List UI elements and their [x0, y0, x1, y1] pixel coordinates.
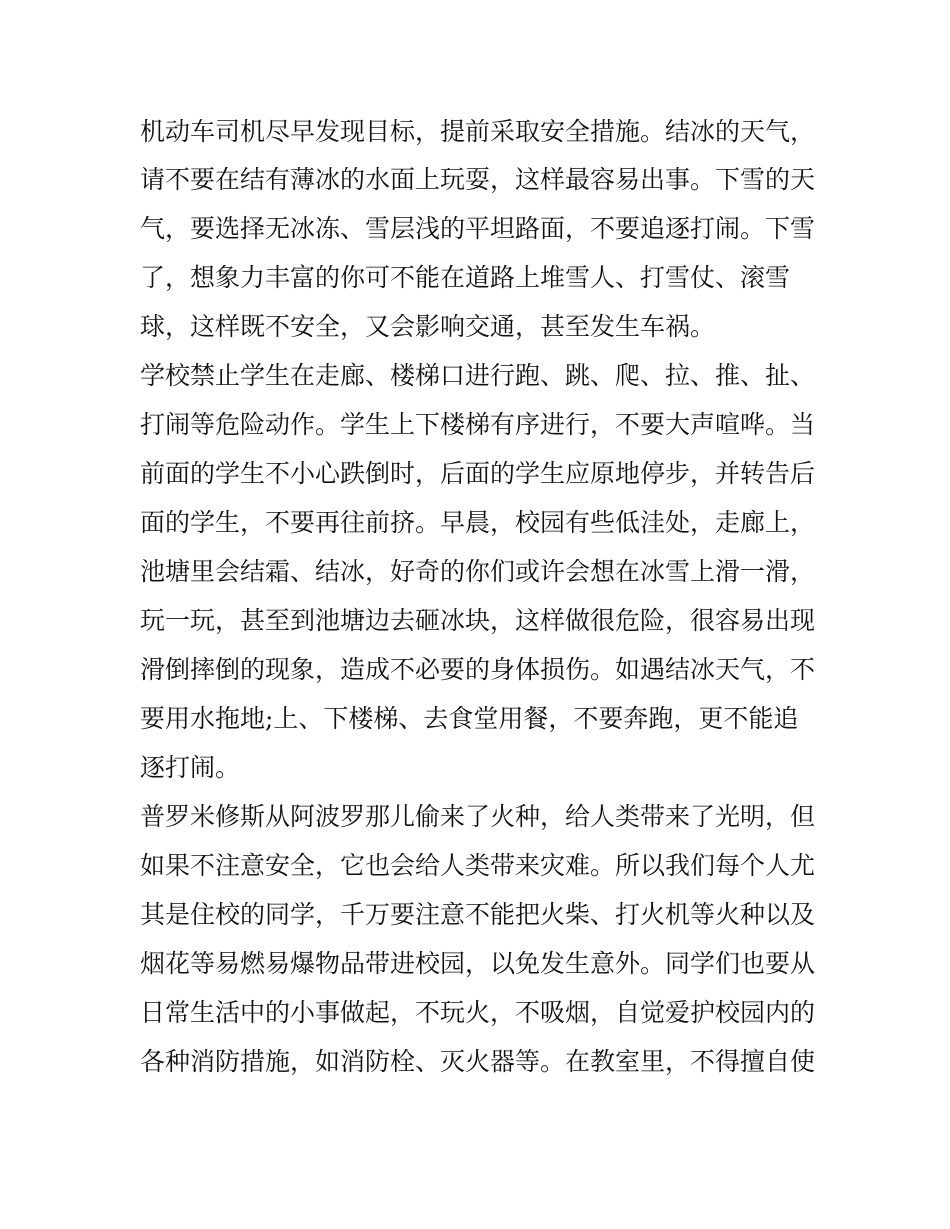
text-line: 学校禁止学生在走廊、楼梯口进行跑、跳、爬、拉、推、扯、 — [140, 361, 816, 390]
text-line: 气，要选择无冰冻、雪层浅的平坦路面，不要追逐打闹。下雪 — [140, 214, 816, 243]
text-line: 玩一玩，甚至到池塘边去砸冰块，这样做很危险，很容易出现 — [140, 606, 816, 635]
text-line: 其是住校的同学，千万要注意不能把火柴、打火机等火种以及 — [140, 900, 816, 929]
text-line: 普罗米修斯从阿波罗那儿偷来了火种，给人类带来了光明，但 — [140, 802, 816, 831]
text-line: 逐打闹。 — [140, 753, 241, 782]
text-line: 烟花等易燃易爆物品带进校园，以免发生意外。同学们也要从 — [140, 949, 816, 978]
text-line: 了，想象力丰富的你可不能在道路上堆雪人、打雪仗、滚雪 — [140, 263, 791, 292]
text-line: 如果不注意安全，它也会给人类带来灾难。所以我们每个人尤 — [140, 851, 816, 880]
text-line: 机动车司机尽早发现目标，提前采取安全措施。结冰的天气， — [140, 117, 816, 146]
text-line: 日常生活中的小事做起，不玩火，不吸烟，自觉爱护校园内的 — [140, 998, 816, 1027]
text-line: 球，这样既不安全，又会影响交通，甚至发生车祸。 — [140, 312, 716, 341]
text-line: 请不要在结有薄冰的水面上玩耍，这样最容易出事。下雪的天 — [140, 165, 816, 194]
text-line: 各种消防措施，如消防栓、灭火器等。在教室里，不得擅自使 — [140, 1047, 816, 1076]
text-line: 滑倒摔倒的现象，造成不必要的身体损伤。如遇结冰天气，不 — [140, 655, 816, 684]
text-line: 面的学生，不要再往前挤。早晨，校园有些低洼处，走廊上， — [140, 508, 816, 537]
text-line: 要用水拖地;上、下楼梯、去食堂用餐，不要奔跑，更不能追 — [140, 704, 799, 733]
text-line: 池塘里会结霜、结冰，好奇的你们或许会想在冰雪上滑一滑， — [140, 557, 816, 586]
text-line: 打闹等危险动作。学生上下楼梯有序进行，不要大声喧哗。当 — [140, 410, 816, 439]
text-line: 前面的学生不小心跌倒时，后面的学生应原地停步，并转告后 — [140, 459, 816, 488]
